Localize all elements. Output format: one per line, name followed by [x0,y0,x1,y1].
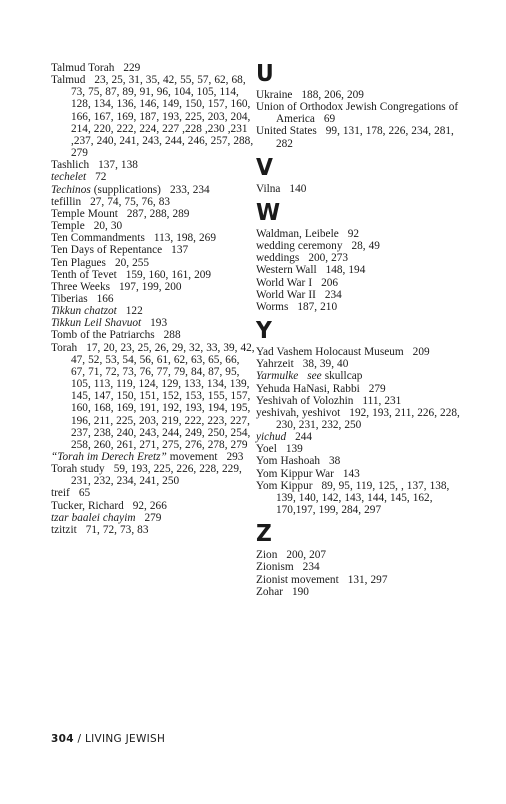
index-page-numbers: 244 [295,431,313,444]
index-page-numbers: 159, 160, 161, 209 [125,268,212,281]
index-term: Three Weeks [51,280,110,293]
index-entry [51,281,256,293]
index-page-numbers: 89, 95, 119, 125, , 137, 138, 139, 140, 142, 143, 144, 145, 162, 170,197, 199, 284, 297 [276,479,450,517]
index-term: World War II [256,288,316,301]
index-entry [51,269,256,281]
index-term: Zionist movement [256,573,339,586]
index-cross-reference [307,370,362,382]
index-section [256,156,471,195]
index-entry [51,317,256,329]
book-title: LIVING JEWISH [84,733,166,745]
index-page-numbers: 279 [368,382,386,395]
index-page-numbers: 92, 266 [132,499,167,512]
index-term: Waldman, Leibele [256,227,339,240]
page-number: 304 [51,733,74,745]
index-entry [256,240,471,252]
index-term: yichud [256,431,287,444]
index-entry [51,293,256,305]
index-term: tzar baalei chayim [51,511,136,524]
index-term: United States [256,125,317,138]
index-page-numbers: 148, 194 [325,264,366,277]
index-term: Yarmulke [256,370,299,383]
index-term: Yom Kippur [256,479,313,492]
index-term: Yom Hashoah [256,455,321,468]
index-entry [51,196,256,208]
section-letter-heading: V [256,154,273,181]
index-section [256,201,471,313]
index-page-numbers: 200, 273 [308,252,349,265]
index-entry [51,451,256,463]
section-letter-heading: Z [256,521,272,548]
index-page-numbers: 206 [321,276,339,289]
index-entry [51,329,256,341]
index-term: Ten Days of Repentance [51,244,163,257]
index-page-numbers: 38, 39, 40 [302,358,349,371]
index-term: Tikkun Leil Shavuot [51,317,142,330]
index-entry [256,358,471,370]
index-term: Torah study [51,463,105,476]
index-term: Talmud Torah [51,62,115,74]
index-entry [51,305,256,317]
index-page-numbers: 287, 288, 289 [126,207,190,220]
index-entry [256,264,471,276]
index-page-numbers: 137 [171,244,189,257]
index-term: Yom Kippur War [256,467,334,480]
index-entry [51,524,256,536]
index-term: Yeshivah of Volozhin [256,394,354,407]
index-entry [51,512,256,524]
index-page-numbers: 233, 234 [169,183,210,196]
index-page-numbers: 72 [95,171,107,184]
index-entry [256,574,471,586]
index-entry [256,277,471,289]
index-entry [256,407,471,431]
index-entry [51,171,256,183]
index-term: wedding ceremony [256,240,343,253]
index-entry [256,289,471,301]
index-term: Yoel [256,443,277,456]
index-page-numbers: 200, 207 [286,549,327,562]
index-page-numbers: 38 [329,455,341,468]
index-page-numbers: 122 [125,305,143,318]
index-term: Talmud [51,74,86,87]
index-column-left [51,62,256,536]
index-term: Tomb of the Patriarchs [51,329,155,342]
index-entry [256,301,471,313]
index-term: Worms [256,300,289,313]
index-entry [51,220,256,232]
index-term: Temple [51,220,85,233]
index-term: Ten Plagues [51,256,106,269]
index-entry [256,383,471,395]
index-column-right [256,62,471,604]
section-letter-heading: W [256,199,281,226]
index-term: “Torah im Derech Eretz” [51,451,167,463]
index-entry [51,74,256,159]
index-entry [256,370,471,382]
index-term: Tashlich [51,159,90,172]
index-term: techelet [51,171,87,184]
index-term: Zion [256,549,278,562]
index-term: Zionism [256,561,294,574]
index-entry [51,159,256,171]
index-page-numbers: 137, 138 [98,159,138,172]
index-term: tzitzit [51,523,77,536]
index-term: Tenth of Tevet [51,268,117,281]
index-section [256,62,471,150]
index-entry [256,346,471,358]
index-page-numbers: 190 [291,585,309,598]
index-entry [51,487,256,499]
index-term-suffix: (supplications) [90,183,161,196]
index-entry [51,342,256,451]
index-page-numbers: 92 [347,227,360,240]
index-entry [256,561,471,573]
index-term-suffix: movement [166,451,218,463]
index-term: Techinos [51,183,91,196]
index-term: Zohar [256,585,283,598]
index-page-numbers: 28, 49 [351,240,380,253]
index-page-numbers: 166 [96,292,114,305]
index-page-numbers: 99, 131, 178, 226, 234, 281, 282 [276,125,454,150]
index-entry [51,184,256,196]
index-term: World War I [256,276,313,289]
footer-separator: / [77,733,82,745]
index-page-numbers: 113, 198, 269 [153,232,216,245]
index-page-numbers: 139 [285,443,303,456]
index-term: Yehuda HaNasi, Rabbi [256,382,360,395]
index-entry [256,89,471,101]
index-entry [256,101,471,125]
index-entry [51,208,256,220]
index-page-numbers: 209 [412,346,430,359]
index-page-numbers: 188, 206, 209 [301,89,364,101]
index-term: treif [51,487,70,500]
index-term: Vilna [256,182,281,195]
index-page-numbers: 192, 193, 211, 226, 228, 230, 231, 232, 250 [276,406,460,431]
section-letter-heading: U [256,61,274,87]
index-term: Yad Vashem Holocaust Museum [256,346,404,359]
index-entry [256,228,471,240]
index-term: Ukraine [256,89,293,101]
index-page-numbers: 20, 30 [93,220,123,233]
index-term: Tiberias [51,292,88,305]
index-entry [256,125,471,149]
index-entry [51,62,256,74]
index-term: tefillin [51,195,82,208]
index-entry [51,500,256,512]
index-page-numbers: 187, 210 [297,300,338,313]
index-entry [256,586,471,598]
index-entry [256,443,471,455]
index-entry [256,455,471,467]
index-page-numbers: 229 [123,62,141,74]
index-page-numbers: 17, 20, 23, 25, 26, 29, 32, 33, 39, 42, 47, 52, 53, 54, 56, 61, 62, 63, 65, 66, 67, 71, 72, 73, 76, 77, 79, 84, 87, 95, 105, 113, 119, 124, 129, 133, 134, 139, 145, 147, 150, 151, 152, 153, 155, 157, 160, 168, 169, 191, 192, 193, 194, 195, 196, 211, 225, 203, 219, 222, 223, 227, 237, 238, 240, 243, 244, 249, 250, 254, 258, 260, 261, 271, 275, 276, 278, 279 [71,341,255,451]
index-page-numbers: 140 [289,182,307,195]
index-page-numbers: 234 [302,561,320,574]
index-term: Tikkun chatzot [51,305,117,318]
index-page-numbers: 234 [324,288,342,301]
index-entry [256,480,471,516]
index-page-numbers: 71, 72, 73, 83 [85,523,149,536]
index-term: yeshivah, yeshivot [256,406,341,419]
index-page-numbers: 193 [150,317,168,330]
index-entry [256,252,471,264]
page-footer [51,733,165,745]
index-page-numbers: 23, 25, 31, 35, 42, 55, 57, 62, 68, 73, 75, 87, 89, 91, 96, 104, 105, 114, 128, 134, 136, 146, 149, 150, 157, 160, 166, 167, 169, 187, 193, 225, 203, 204, 214, 220, 222, 224, 227 ,228 ,230 ,231 ,237, 240, 241, 243, 244, 246, 257, 288, 279 [71,74,254,160]
index-entry [51,463,256,487]
index-page-numbers: 279 [144,511,162,524]
index-term: Union of Orthodox Jewish Congregations of America [256,101,459,126]
index-entry [256,183,471,195]
index-page-numbers: 143 [342,467,360,480]
index-section [256,522,471,598]
index-term: Western Wall [256,264,317,277]
index-term: weddings [256,252,300,265]
index-entry [51,232,256,244]
index-entry [51,257,256,269]
index-term: Temple Mount [51,207,118,220]
index-term: Tucker, Richard [51,499,124,512]
index-page-numbers: 288 [163,329,181,342]
index-entry [256,549,471,561]
index-page-numbers: 69 [323,113,336,126]
index-entry [256,468,471,480]
index-page-numbers: 59, 193, 225, 226, 228, 229, 231, 232, 234, 241, 250 [71,463,242,488]
index-page-numbers: 27, 74, 75, 76, 83 [90,195,171,208]
index-entry [256,431,471,443]
index-page-numbers: 111, 231 [362,394,402,407]
section-letter-heading: Y [256,318,272,345]
index-section [256,319,471,516]
index-term: Yahrzeit [256,358,294,371]
index-page-numbers: 20, 255 [114,256,150,269]
index-page-numbers: 197, 199, 200 [119,280,182,293]
index-entry [256,395,471,407]
index-term: Torah [51,341,78,354]
see-label: see [307,370,322,383]
index-page-numbers: 293 [226,451,244,463]
index-entry [51,244,256,256]
index-term: Ten Commandments [51,232,145,245]
index-page-numbers: 131, 297 [347,573,388,586]
see-target: skullcap [321,370,363,383]
index-page-numbers: 65 [78,487,91,500]
